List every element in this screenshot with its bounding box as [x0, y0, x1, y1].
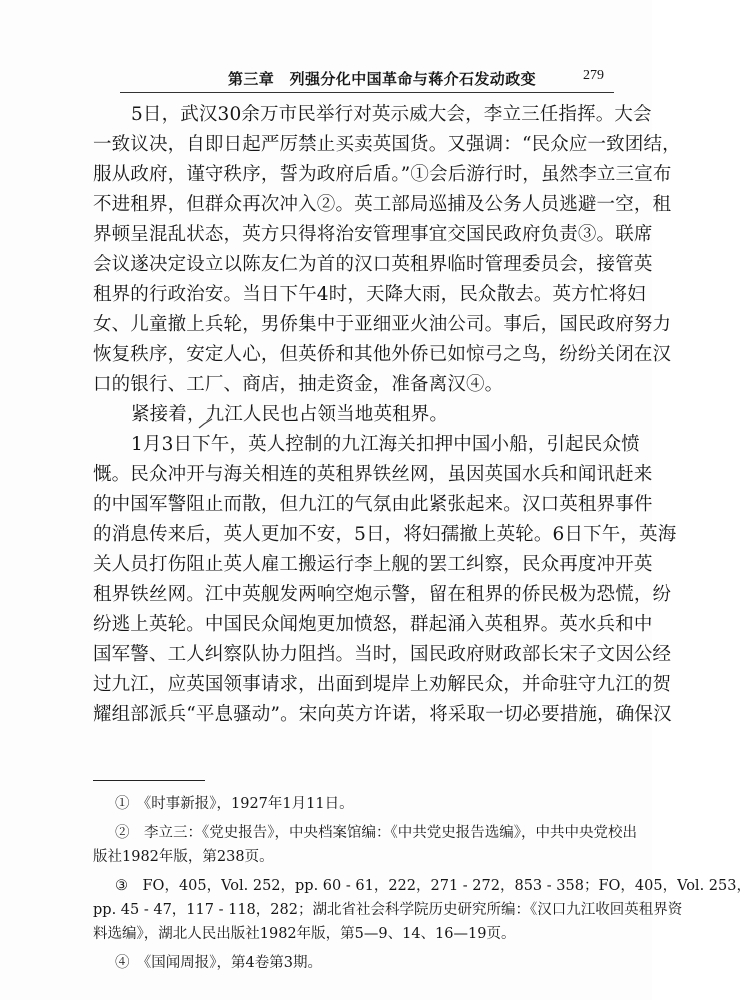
paragraph-line: 5日，武汉30余万市民举行对英示威大会，李立三任指挥。大会 [131, 104, 652, 125]
footnote-4: ④ 《国闻周报》，第4卷第3期。 [115, 955, 322, 971]
paragraph-line: 紧接着，九江人民也占领当地英租界。 [131, 404, 449, 425]
paragraph-line: 会议遂决定设立以陈友仁为首的汉口英租界临时管理委员会，接管英 [93, 254, 653, 275]
footnote-2-continued: 版社1982年版，第238页。 [93, 849, 274, 865]
paragraph-line: 恢复秩序，安定人心，但英侨和其他外侨已如惊弓之鸟，纷纷关闭在汉 [93, 344, 672, 365]
paragraph-line: 不进租界，但群众再次冲入②。英工部局巡捕及公务人员逃避一空，租 [93, 194, 672, 215]
footnote-divider [93, 780, 205, 781]
paragraph-line: 的消息传来后，英人更加不安，5日，将妇孺撤上英轮。6日下午，英海 [93, 524, 677, 545]
paragraph-line: 一致议决，自即日起严厉禁止买卖英国货。又强调：“民众应一致团结， [93, 134, 681, 155]
footnote-3-continued: 料选编》，湖北人民出版社1982年版，第5—9、14、16—19页。 [93, 926, 516, 942]
paragraph-line: 租界铁丝网。江中英舰发两响空炮示警，留在租界的侨民极为恐慌，纷 [93, 584, 672, 605]
running-header [120, 68, 614, 93]
footnote-1: ① 《时事新报》，1927年1月11日。 [115, 796, 354, 812]
paragraph-line: 耀组部派兵“平息骚动”。宋向英方许诺，将采取一切必要措施，确保汉 [93, 704, 672, 725]
footnote-3: ③ FO，405，Vol. 252，pp. 60 - 61，222，271 - 272，853 - 358；FO，405，Vol. 253， [115, 878, 751, 894]
paragraph-line: 界顿呈混乱状态，英方只得将治安管理事宜交国民政府负责③。联席 [93, 224, 653, 245]
paragraph-line: 关人员打伤阻止英人雇工搬运行李上舰的罢工纠察，民众再度冲开英 [93, 554, 653, 575]
chapter-title: 第三章 列强分化中国革命与蒋介石发动政变 [228, 70, 537, 88]
paragraph-line: 慨。民众冲开与海关相连的英租界铁丝网，虽因英国水兵和闻讯赶来 [93, 464, 653, 485]
paragraph-line: 口的银行、工厂、商店，抽走资金，准备离汉④。 [93, 374, 504, 395]
paragraph-line: 过九江，应英国领事请求，出面到堤岸上劝解民众，并命驻守九江的贺 [93, 674, 672, 695]
paragraph-line: 的中国军警阻止而散，但九江的气氛由此紧张起来。汉口英租界事件 [93, 494, 653, 515]
body-text [93, 100, 681, 730]
paragraph-line: 国军警、工人纠察队协力阻挡。当时，国民政府财政部长宋子文因公经 [93, 644, 672, 665]
paragraph-line: 纷逃上英轮。中国民众闻炮更加愤怒，群起涌入英租界。英水兵和中 [93, 614, 653, 635]
paragraph-line: 服从政府，谨守秩序，誓为政府后盾。”①会后游行时，虽然李立三宣布 [93, 164, 672, 185]
footnotes [93, 792, 751, 975]
pencil-mark-icon [198, 418, 214, 430]
paragraph-line: 1月3日下午，英人控制的九江海关扣押中国小船，引起民众愤 [131, 434, 640, 455]
footnote-2: ② 李立三：《党史报告》，中央档案馆编：《中共党史报告选编》，中共中央党校出 [115, 825, 637, 841]
page-number: 279 [583, 68, 604, 83]
paragraph-line: 租界的行政治安。当日下午4时，天降大雨，民众散去。英方忙将妇 [93, 284, 646, 305]
paragraph-line: 女、儿童撤上兵轮，男侨集中于亚细亚火油公司。事后，国民政府努力 [93, 314, 672, 335]
footnote-3-continued: pp. 45 - 47，117 - 118，282；湖北省社会科学院历史研究所编：《汉口九江收回英租界资 [93, 902, 683, 918]
